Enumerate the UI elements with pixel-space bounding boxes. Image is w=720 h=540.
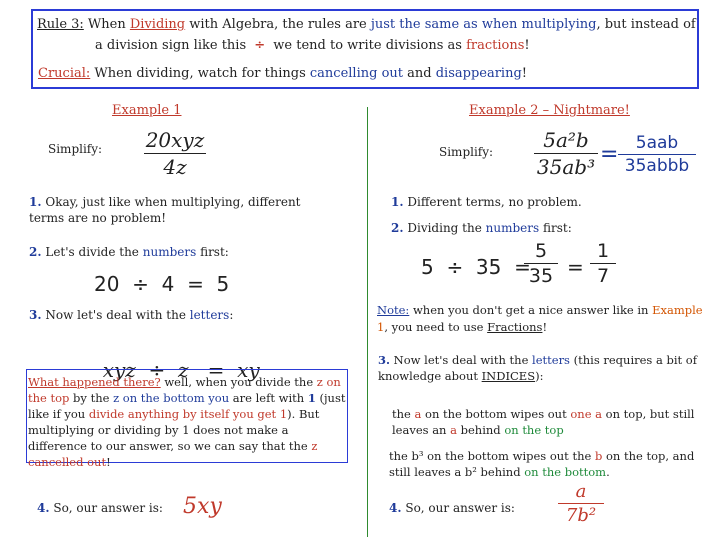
wipe-part: on the top, and still leaves a b² behind <box>389 449 695 479</box>
same-as-multiplying: just the same as when multiplying <box>370 17 597 32</box>
note-label: Note: <box>377 303 410 317</box>
wipe-part: . <box>606 465 610 479</box>
step-number: 1. <box>391 195 404 209</box>
step-text: Now let's deal with the <box>393 353 533 367</box>
example1-simplify: Simplify: <box>48 142 103 156</box>
fraction-numerator: 5a²b <box>543 128 589 152</box>
fraction-numerator: 20xyz <box>145 128 205 152</box>
example2-step1 <box>391 195 582 209</box>
step-text: letters <box>532 353 570 367</box>
example1-step1 <box>29 194 329 226</box>
division-sign-icon: ÷ <box>254 38 266 53</box>
step-text: So, our answer is: <box>53 501 163 515</box>
fraction-numerator: 1 <box>596 240 610 262</box>
rule-text: , but instead of <box>596 17 696 32</box>
equation-part: xyz ÷ z <box>102 358 189 382</box>
explanation-text <box>28 374 350 470</box>
explanation-part: by the <box>69 391 114 405</box>
rule-text: When dividing, watch for things <box>90 66 310 81</box>
fraction-denominator: 7 <box>596 265 610 287</box>
crucial-label: Crucial: <box>38 66 91 81</box>
example1-fraction <box>144 128 206 179</box>
step-number: 3. <box>378 353 391 367</box>
example2-wipe-b <box>389 448 715 480</box>
note-part: ! <box>542 320 548 334</box>
fraction-denominator: 4z <box>163 155 187 179</box>
rule-line-2 <box>95 38 695 53</box>
example1-step2 <box>29 245 229 259</box>
example2-step3 <box>378 352 698 384</box>
note-part: , you need to use <box>384 320 488 334</box>
wipe-part: on the bottom wipes out <box>421 407 571 421</box>
rule-text: When <box>83 17 130 32</box>
fraction-bar <box>618 154 696 155</box>
fraction-denominator: 35ab³ <box>536 155 596 179</box>
step-number: 2. <box>391 221 404 235</box>
step-text: Now let's deal with the <box>45 308 190 322</box>
example1-number-equation: 20 ÷ 4 = 5 <box>94 272 230 296</box>
equals-sign: = <box>567 255 584 279</box>
equals-sign: = <box>600 142 619 167</box>
wipe-part: on top, but still leaves an <box>392 407 695 437</box>
fraction-numerator: a <box>575 481 587 502</box>
step-text: (this requires a bit of knowledge about <box>378 353 697 383</box>
step-number: 4. <box>37 501 50 515</box>
step-text: first: <box>539 221 572 235</box>
numbers-word: numbers <box>142 245 197 259</box>
rule-line-1 <box>37 17 697 32</box>
step-text: Different terms, no problem. <box>407 195 582 209</box>
fraction-bar <box>590 263 616 264</box>
step-text: first: <box>196 245 229 259</box>
example1-answer: 5xy <box>183 494 222 519</box>
fraction-denominator: 35 <box>528 265 554 287</box>
fraction-bar <box>534 153 598 154</box>
example2-answer <box>558 481 604 526</box>
wipe-part: one a <box>570 407 603 421</box>
rule-text: ! <box>521 66 528 81</box>
step-number: 2. <box>29 245 42 259</box>
equation-part: = xy <box>207 358 260 382</box>
explanation-part: 1 <box>307 391 316 405</box>
step-text: INDICES <box>481 369 536 383</box>
explanation-part: z on the top <box>28 375 341 405</box>
fractions-word: fractions <box>466 38 525 53</box>
example2-eq-fraction-2 <box>590 240 616 287</box>
rule-text: a division sign like this <box>95 38 251 53</box>
step-text: Let's divide the <box>45 245 143 259</box>
step-number: 1. <box>29 195 42 209</box>
example2-simplify: Simplify: <box>439 145 494 159</box>
cancelling-out: cancelling out <box>309 66 403 81</box>
note-part: when you don't get a nice answer like in <box>409 303 653 317</box>
explanation-part: are left with <box>229 391 308 405</box>
explanation-part: ). But multiplying or dividing by 1 does not make a difference to our answer, so we can say that the <box>28 407 320 453</box>
wipe-part: on the bottom <box>524 465 607 479</box>
explanation-part: well, when you divide the <box>160 375 317 389</box>
example2-title: Example 2 – Nightmare! <box>469 103 630 118</box>
step-text: Okay, just like when multiplying, different terms are no problem! <box>29 195 301 225</box>
rule-text: and <box>403 66 436 81</box>
example2-wipe-a <box>392 406 696 438</box>
disappearing: disappearing <box>435 66 522 81</box>
example1-step4 <box>37 501 163 515</box>
fraction-numerator: 5 <box>534 240 548 262</box>
wipe-part: the b³ on the bottom wipes out the <box>389 449 595 463</box>
example2-step2 <box>391 221 572 235</box>
note-part: Fractions <box>487 320 543 334</box>
wipe-part: a <box>450 423 457 437</box>
example2-eq-fraction-1 <box>524 240 558 287</box>
step-number: 4. <box>389 501 402 515</box>
example2-step4 <box>389 501 515 515</box>
explanation-part: divide anything by itself you get 1 <box>88 407 288 421</box>
wipe-part: a <box>414 407 422 421</box>
dividing-word: Dividing <box>129 17 186 32</box>
step-number: 3. <box>29 308 42 322</box>
example1-title: Example 1 <box>112 103 182 118</box>
rule-text: with Algebra, the rules are <box>185 17 371 32</box>
rule-text: ! <box>524 38 530 53</box>
wipe-part: the <box>392 407 415 421</box>
step-text: So, our answer is: <box>405 501 515 515</box>
example2-expanded-fraction <box>618 133 696 181</box>
explanation-part: (just like if you <box>28 391 346 421</box>
example2-fraction <box>534 128 598 179</box>
wipe-part: behind <box>456 423 505 437</box>
note-part: Example 1 <box>377 303 703 334</box>
letters-word: letters <box>189 308 230 322</box>
fraction-numerator: 5aab <box>635 133 679 153</box>
fraction-denominator: 7b² <box>565 505 597 526</box>
explanation-part: z cancelled out <box>28 439 318 469</box>
example2-note <box>377 302 703 336</box>
crucial-line <box>38 66 698 81</box>
explanation-part: z on the bottom you <box>113 391 230 405</box>
fraction-denominator: 35abbb <box>624 156 690 176</box>
fraction-bar <box>558 503 604 504</box>
rule-text: we tend to write divisions as <box>269 38 467 53</box>
example2-number-equation: 5 ÷ 35 = <box>421 255 531 279</box>
example1-step3 <box>29 308 233 322</box>
step-text: ): <box>535 369 544 383</box>
fraction-bar <box>524 263 558 264</box>
step-text: Dividing the <box>407 221 486 235</box>
what-happened: What happened there? <box>28 375 161 389</box>
explanation-part: ! <box>106 455 111 469</box>
wipe-part: on the top <box>504 423 564 437</box>
step-text: : <box>229 308 234 322</box>
wipe-part: b <box>594 449 603 463</box>
rule-label: Rule 3: <box>37 17 84 32</box>
column-divider <box>367 107 368 537</box>
fraction-bar <box>144 153 206 154</box>
numbers-word: numbers <box>485 221 540 235</box>
